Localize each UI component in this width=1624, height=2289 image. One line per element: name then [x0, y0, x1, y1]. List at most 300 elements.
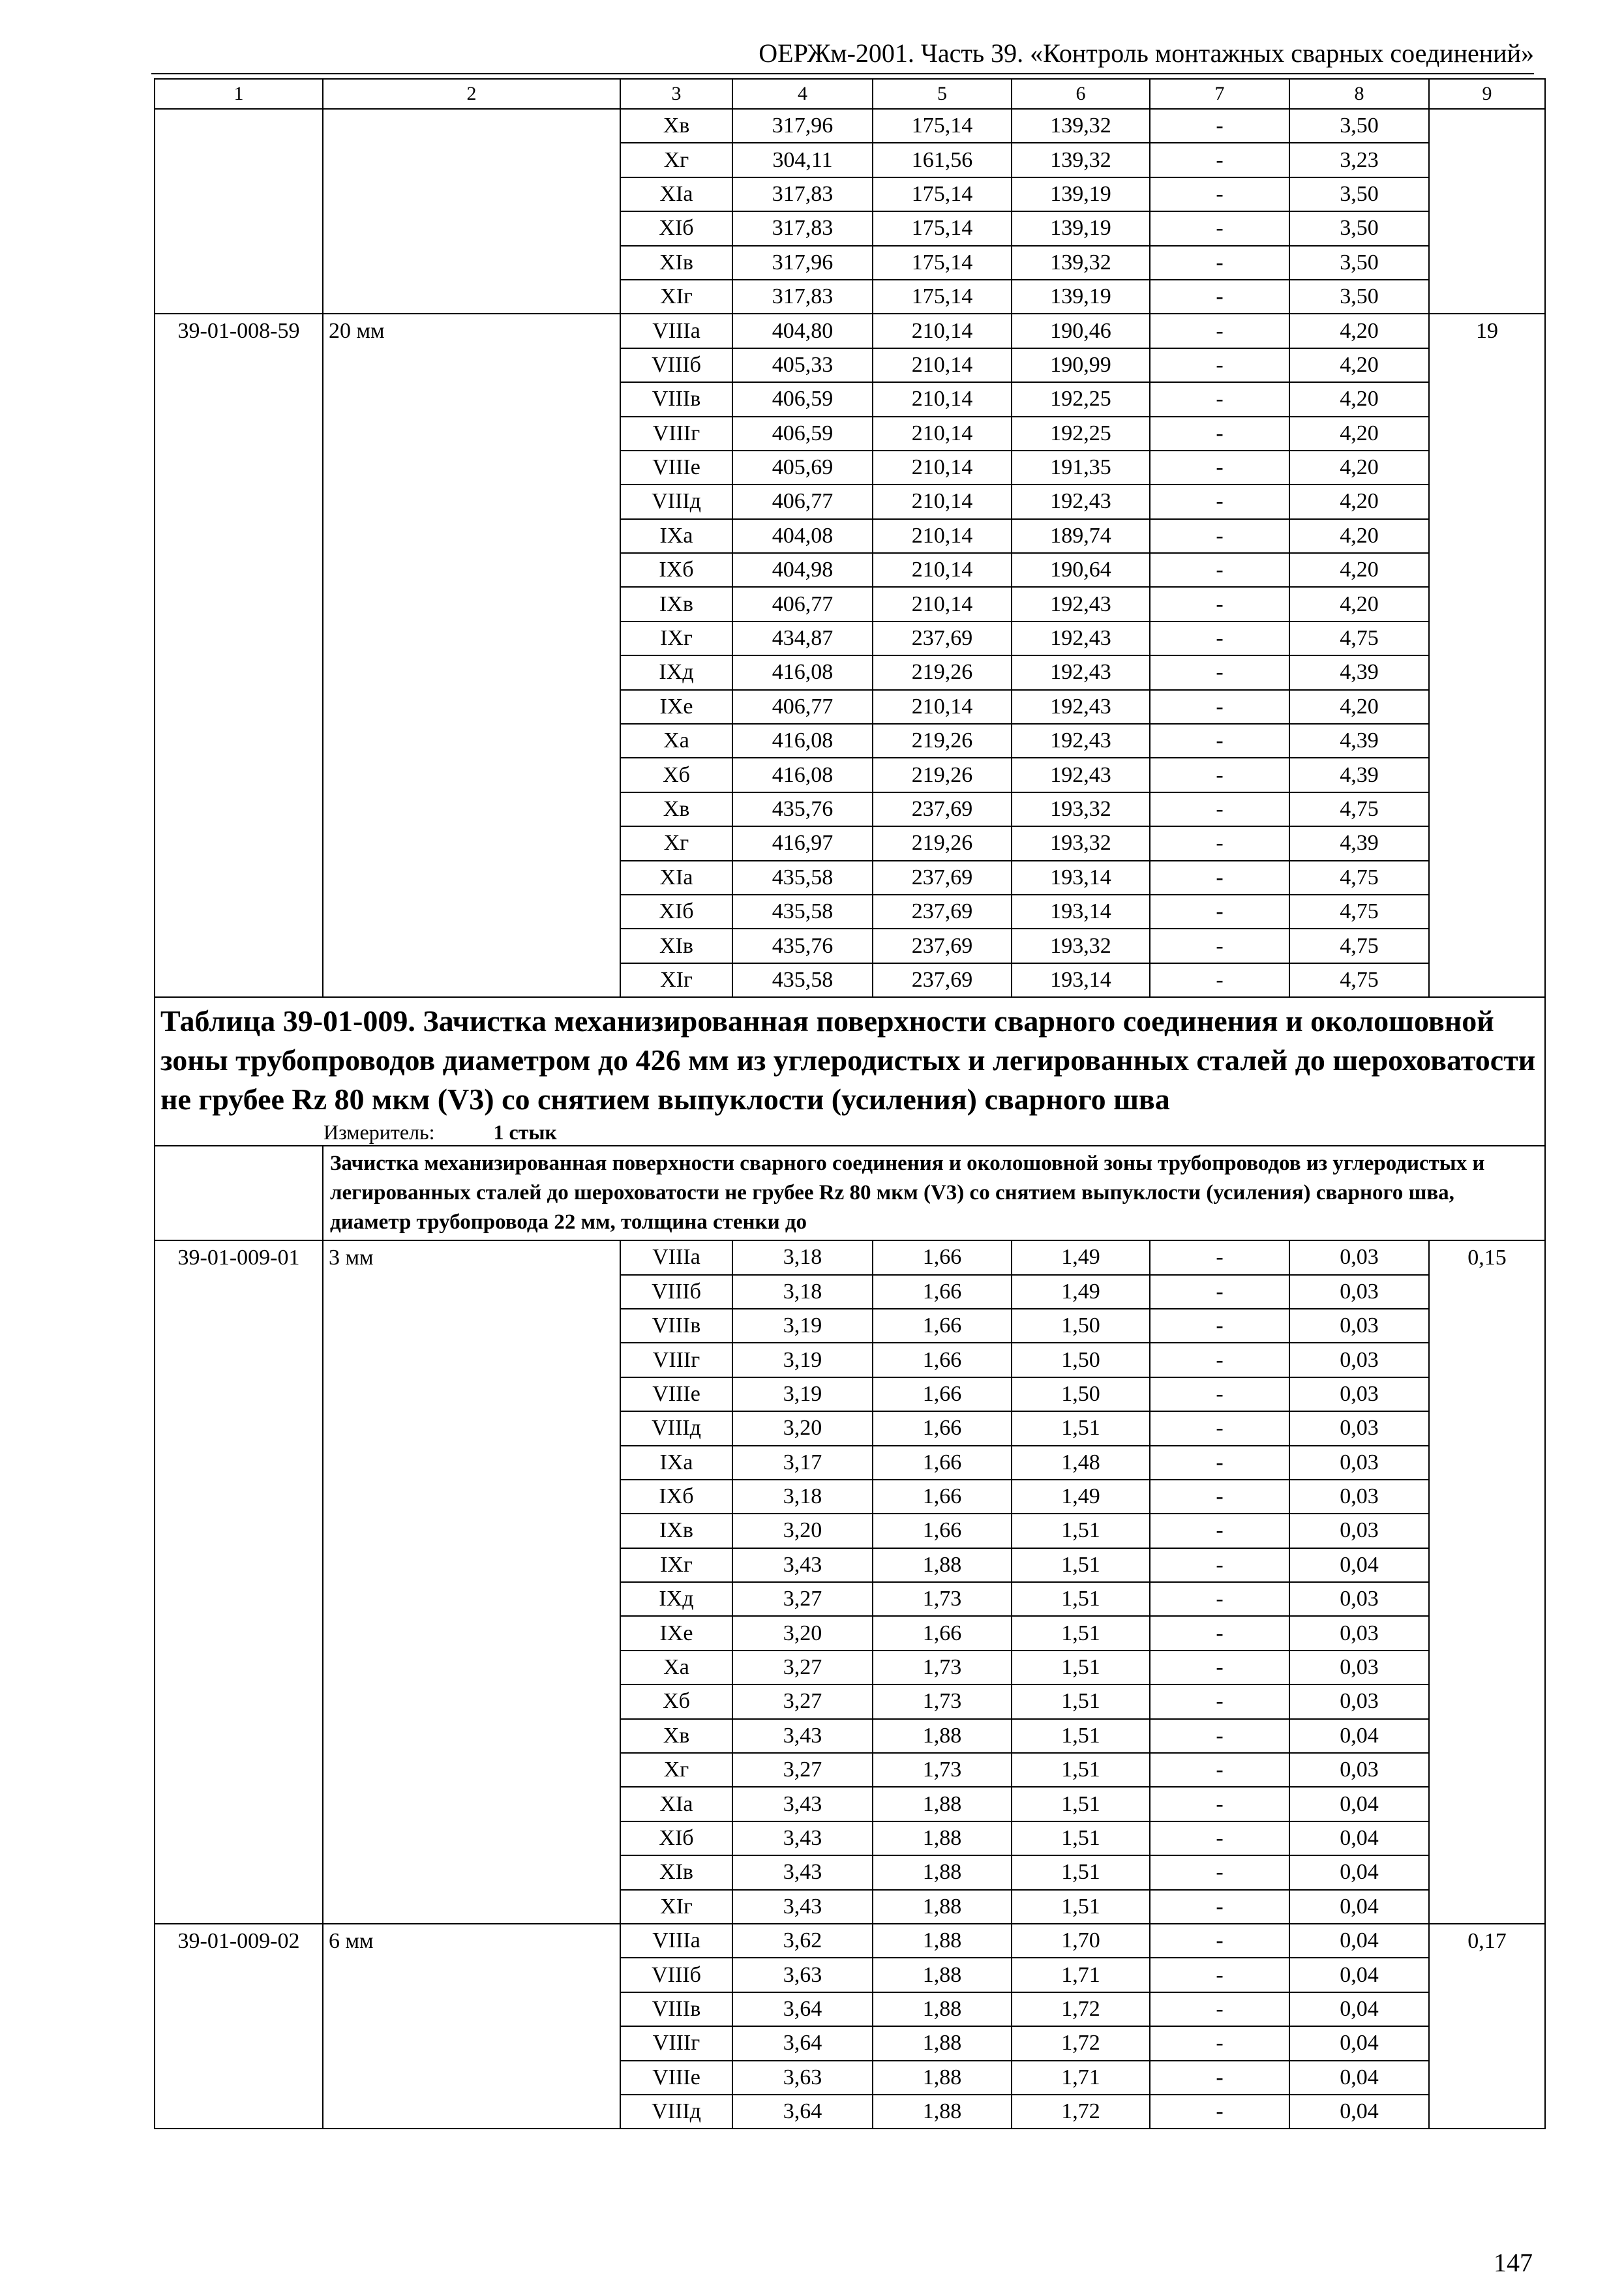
table-cell: - [1150, 1719, 1289, 1753]
table-cell: 189,74 [1012, 519, 1150, 553]
table-cell: 4,75 [1289, 895, 1429, 929]
table-cell: 1,70 [1012, 1924, 1150, 1958]
table-cell: VIIIд [620, 2095, 732, 2129]
table-cell: - [1150, 211, 1289, 245]
table-cell: 219,26 [873, 655, 1012, 689]
table-cell: VIIIб [620, 1275, 732, 1309]
table-cell: 435,76 [732, 929, 873, 963]
table-cell: VIIIв [620, 1309, 732, 1343]
table-cell: 1,88 [873, 1719, 1012, 1753]
table-row [155, 1924, 1545, 1958]
table-cell: 3,43 [732, 1821, 873, 1855]
table-cell: 139,19 [1012, 211, 1150, 245]
table-cell: 139,32 [1012, 143, 1150, 177]
table-cell: 416,97 [732, 826, 873, 860]
table-cell: 1,51 [1012, 1753, 1150, 1787]
table-cell: 190,64 [1012, 553, 1150, 587]
table-cell: - [1150, 2061, 1289, 2095]
table-cell: 1,51 [1012, 1548, 1150, 1582]
table-cell: 4,75 [1289, 861, 1429, 895]
table-cell: VIIIа [620, 1240, 732, 1274]
table-cell: VIIIе [620, 451, 732, 485]
table-cell: - [1150, 1651, 1289, 1684]
table-cell: 1,51 [1012, 1821, 1150, 1855]
table-cell: 0,04 [1289, 1958, 1429, 1992]
table-cell: 1,88 [873, 2026, 1012, 2060]
table-cell: 237,69 [873, 861, 1012, 895]
table-cell: XIг [620, 280, 732, 314]
table-cell: 1,88 [873, 2061, 1012, 2095]
table-cell: 1,66 [873, 1377, 1012, 1411]
table-cell: VIIIд [620, 1411, 732, 1445]
table-cell: IXд [620, 1582, 732, 1616]
header-rule [151, 73, 1534, 74]
table-cell: 1,88 [873, 1890, 1012, 1924]
work-description: Зачистка механизированная поверхности сварного соединения и околошовной зоны трубопроводов из углеродистых и легированных сталей до шероховатости не грубее Rz 80 мкм (V3) со снятием выпуклости (усиления) сварного шва, диаметр трубопровода 22 мм, толщина стенки до [323, 1146, 1545, 1240]
table-cell: 1,66 [873, 1480, 1012, 1514]
table-cell: 3,64 [732, 2095, 873, 2129]
table-cell: 0,03 [1289, 1514, 1429, 1548]
table-cell: 0,04 [1289, 1787, 1429, 1821]
table-cell: 1,51 [1012, 1684, 1150, 1718]
table-cell: 4,20 [1289, 485, 1429, 518]
table-cell: 3,50 [1289, 109, 1429, 143]
table-cell: 0,04 [1289, 1992, 1429, 2026]
table-cell: 4,75 [1289, 621, 1429, 655]
table-cell: 4,20 [1289, 451, 1429, 485]
table-cell: 175,14 [873, 211, 1012, 245]
table-cell: 139,19 [1012, 280, 1150, 314]
table-cell: 3,20 [732, 1616, 873, 1650]
table-cell: VIIIб [620, 1958, 732, 1992]
table-cell: 1,51 [1012, 1651, 1150, 1684]
table-cell: 1,50 [1012, 1309, 1150, 1343]
table-cell: 3,62 [732, 1924, 873, 1958]
table-cell: 1,88 [873, 1548, 1012, 1582]
table-cell: - [1150, 655, 1289, 689]
table-cell: 192,43 [1012, 621, 1150, 655]
wall-thickness: 20 мм [323, 314, 620, 997]
table-cell: 1,73 [873, 1651, 1012, 1684]
table-cell: Xв [620, 792, 732, 826]
table-cell: - [1150, 1753, 1289, 1787]
table-cell: 1,88 [873, 1958, 1012, 1992]
table-cell: 219,26 [873, 758, 1012, 792]
table-cell: 193,14 [1012, 895, 1150, 929]
table-cell: XIб [620, 1821, 732, 1855]
table-cell: 237,69 [873, 895, 1012, 929]
table-cell: 4,39 [1289, 724, 1429, 758]
table-cell: 4,20 [1289, 587, 1429, 621]
table-cell: 4,20 [1289, 553, 1429, 587]
table-row [155, 1240, 1545, 1274]
table-cell: - [1150, 1480, 1289, 1514]
table-cell: - [1150, 2095, 1289, 2129]
table-cell: 1,49 [1012, 1240, 1150, 1274]
table-cell: - [1150, 1275, 1289, 1309]
table-cell: 192,43 [1012, 485, 1150, 518]
item-code [155, 109, 323, 314]
table-cell: - [1150, 246, 1289, 280]
table-cell: Xг [620, 143, 732, 177]
table-cell: - [1150, 1446, 1289, 1480]
table-cell: 0,04 [1289, 2095, 1429, 2129]
table-row [155, 314, 1545, 348]
table-cell: XIв [620, 1855, 732, 1889]
table-cell: 175,14 [873, 177, 1012, 211]
table-cell: - [1150, 1821, 1289, 1855]
table-cell: 3,27 [732, 1684, 873, 1718]
table-cell: 0,03 [1289, 1684, 1429, 1718]
table-cell: 193,14 [1012, 963, 1150, 997]
table-cell: 210,14 [873, 690, 1012, 724]
table-cell: 0,04 [1289, 1924, 1429, 1958]
table-cell: XIг [620, 1890, 732, 1924]
column-number: 2 [323, 79, 620, 109]
table-cell: - [1150, 451, 1289, 485]
table-cell: - [1150, 1787, 1289, 1821]
table-cell: 4,20 [1289, 690, 1429, 724]
table-cell: 1,71 [1012, 2061, 1150, 2095]
column-9-value [1429, 109, 1545, 314]
table-cell: 1,49 [1012, 1480, 1150, 1514]
table-title-cell [155, 997, 1545, 1146]
table-cell: 4,39 [1289, 826, 1429, 860]
table-cell: - [1150, 963, 1289, 997]
table-cell: 1,50 [1012, 1377, 1150, 1411]
measure-value: 1 стык [493, 1120, 557, 1144]
table-cell: 1,50 [1012, 1343, 1150, 1377]
table-cell: 416,08 [732, 758, 873, 792]
table-cell: 3,19 [732, 1343, 873, 1377]
table-cell: Xб [620, 1684, 732, 1718]
table-cell: XIв [620, 246, 732, 280]
item-code: 39-01-008-59 [155, 314, 323, 997]
table-cell: - [1150, 1548, 1289, 1582]
table-cell: - [1150, 1377, 1289, 1411]
table-cell: 219,26 [873, 724, 1012, 758]
table-cell: 3,23 [1289, 143, 1429, 177]
column-number: 7 [1150, 79, 1289, 109]
table-cell: 4,20 [1289, 348, 1429, 382]
table-cell: 3,18 [732, 1480, 873, 1514]
table-cell: 4,75 [1289, 963, 1429, 997]
table-cell: 317,83 [732, 211, 873, 245]
table-cell: Xа [620, 724, 732, 758]
table-cell: 4,20 [1289, 314, 1429, 348]
table-cell: 435,58 [732, 963, 873, 997]
table-cell: 1,51 [1012, 1855, 1150, 1889]
table-cell: 192,25 [1012, 382, 1150, 416]
table-cell: 3,43 [732, 1719, 873, 1753]
table-cell: 1,66 [873, 1411, 1012, 1445]
table-cell: XIа [620, 1787, 732, 1821]
table-cell: 3,50 [1289, 246, 1429, 280]
table-cell: - [1150, 1582, 1289, 1616]
table-cell: - [1150, 1616, 1289, 1650]
table-cell: - [1150, 143, 1289, 177]
table-cell: - [1150, 1992, 1289, 2026]
table-cell: 317,96 [732, 246, 873, 280]
table-cell: 3,27 [732, 1582, 873, 1616]
table-cell: 3,20 [732, 1514, 873, 1548]
table-cell: 210,14 [873, 348, 1012, 382]
table-cell: IXб [620, 1480, 732, 1514]
table-cell: 1,51 [1012, 1582, 1150, 1616]
table-cell: 435,76 [732, 792, 873, 826]
table-cell: 3,19 [732, 1309, 873, 1343]
table-cell: Xг [620, 1753, 732, 1787]
table-cell: 3,63 [732, 1958, 873, 1992]
table-title: Таблица 39-01-009. Зачистка механизированная поверхности сварного соединения и околошовной зоны трубопроводов диаметром до 426 мм из углеродистых и легированных сталей до шероховатости не грубее Rz 80 мкм (V3) со снятием выпуклости (усиления) сварного шва [160, 1004, 1536, 1116]
table-cell: 1,73 [873, 1582, 1012, 1616]
table-cell: VIIIе [620, 2061, 732, 2095]
table-cell: 0,03 [1289, 1275, 1429, 1309]
table-cell: 1,66 [873, 1309, 1012, 1343]
table-cell: VIIIг [620, 2026, 732, 2060]
column-9-value: 0,15 [1429, 1240, 1545, 1924]
item-code: 39-01-009-01 [155, 1240, 323, 1924]
table-cell: 3,63 [732, 2061, 873, 2095]
table-cell: 1,51 [1012, 1890, 1150, 1924]
table-cell: Xв [620, 1719, 732, 1753]
table-cell: 1,51 [1012, 1787, 1150, 1821]
table-cell: IXа [620, 1446, 732, 1480]
table-cell: 139,19 [1012, 177, 1150, 211]
column-number: 6 [1012, 79, 1150, 109]
table-cell: 434,87 [732, 621, 873, 655]
table-cell: VIIIе [620, 1377, 732, 1411]
table-cell: 0,04 [1289, 1548, 1429, 1582]
table-cell: - [1150, 826, 1289, 860]
table-cell: VIIIв [620, 382, 732, 416]
table-cell: 175,14 [873, 280, 1012, 314]
table-cell: 304,11 [732, 143, 873, 177]
table-cell: 3,64 [732, 2026, 873, 2060]
table-cell: IXе [620, 690, 732, 724]
table-cell: 210,14 [873, 519, 1012, 553]
table-cell: - [1150, 758, 1289, 792]
table-cell: 3,50 [1289, 211, 1429, 245]
table-cell: 1,73 [873, 1684, 1012, 1718]
table-cell: 0,03 [1289, 1651, 1429, 1684]
table-cell: - [1150, 2026, 1289, 2060]
table-cell: - [1150, 690, 1289, 724]
table-cell: 0,03 [1289, 1582, 1429, 1616]
table-cell: 435,58 [732, 895, 873, 929]
table-cell: 1,88 [873, 1924, 1012, 1958]
table-cell: 406,77 [732, 690, 873, 724]
table-cell: - [1150, 724, 1289, 758]
table-cell: 404,80 [732, 314, 873, 348]
table-cell: IXа [620, 519, 732, 553]
table-cell: - [1150, 1924, 1289, 1958]
table-cell: 1,73 [873, 1753, 1012, 1787]
table-cell: IXб [620, 553, 732, 587]
table-cell: 3,64 [732, 1992, 873, 2026]
table-cell: VIIIа [620, 1924, 732, 1958]
wall-thickness [323, 109, 620, 314]
table-cell: - [1150, 1684, 1289, 1718]
table-cell: 0,03 [1289, 1240, 1429, 1274]
table-cell: 0,03 [1289, 1753, 1429, 1787]
table-cell: 0,03 [1289, 1616, 1429, 1650]
table-cell: 1,71 [1012, 1958, 1150, 1992]
table-cell: VIIIв [620, 1992, 732, 2026]
table-cell: 4,75 [1289, 792, 1429, 826]
table-cell: 192,25 [1012, 417, 1150, 451]
table-cell: 435,58 [732, 861, 873, 895]
measure-unit [160, 1119, 1539, 1145]
table-cell: 190,46 [1012, 314, 1150, 348]
table-cell: IXв [620, 587, 732, 621]
table-cell: 404,98 [732, 553, 873, 587]
table-cell: 405,69 [732, 451, 873, 485]
table-cell: 3,19 [732, 1377, 873, 1411]
page-number: 147 [1494, 2248, 1533, 2277]
table-cell: 0,03 [1289, 1411, 1429, 1445]
table-cell: XIа [620, 861, 732, 895]
item-code: 39-01-009-02 [155, 1924, 323, 2129]
table-cell: 193,32 [1012, 929, 1150, 963]
column-number: 8 [1289, 79, 1429, 109]
table-cell: IXе [620, 1616, 732, 1650]
table-cell: 139,32 [1012, 109, 1150, 143]
table-cell: 192,43 [1012, 724, 1150, 758]
norms-table [154, 78, 1546, 2129]
table-cell: - [1150, 895, 1289, 929]
table-cell: - [1150, 1514, 1289, 1548]
table-cell: 192,43 [1012, 655, 1150, 689]
table-cell: 4,39 [1289, 655, 1429, 689]
table-cell: 3,43 [732, 1890, 873, 1924]
table-cell: - [1150, 280, 1289, 314]
table-cell: 1,88 [873, 1992, 1012, 2026]
table-cell: XIб [620, 211, 732, 245]
table-cell: 1,66 [873, 1446, 1012, 1480]
table-cell: 210,14 [873, 553, 1012, 587]
table-cell: 1,88 [873, 1855, 1012, 1889]
table-cell: - [1150, 553, 1289, 587]
table-cell: 0,03 [1289, 1309, 1429, 1343]
table-cell: 1,72 [1012, 2026, 1150, 2060]
table-cell: 190,99 [1012, 348, 1150, 382]
table-cell: 416,08 [732, 655, 873, 689]
table-cell: 210,14 [873, 314, 1012, 348]
table-cell: - [1150, 314, 1289, 348]
column-9-value: 0,17 [1429, 1924, 1545, 2129]
table-cell: - [1150, 1343, 1289, 1377]
table-cell: 3,43 [732, 1855, 873, 1889]
table-cell: 219,26 [873, 826, 1012, 860]
table-cell: 237,69 [873, 792, 1012, 826]
table-cell: 0,04 [1289, 1855, 1429, 1889]
table-cell: - [1150, 1890, 1289, 1924]
table-cell: 193,32 [1012, 792, 1150, 826]
table-cell: 3,27 [732, 1753, 873, 1787]
table-cell: 210,14 [873, 451, 1012, 485]
table-cell: 210,14 [873, 382, 1012, 416]
column-number: 1 [155, 79, 323, 109]
table-cell: 192,43 [1012, 690, 1150, 724]
table-cell: 0,04 [1289, 1821, 1429, 1855]
table-cell: 0,04 [1289, 2026, 1429, 2060]
table-cell: IXг [620, 621, 732, 655]
table-cell: 193,32 [1012, 826, 1150, 860]
table-cell: XIа [620, 177, 732, 211]
table-cell: 192,43 [1012, 758, 1150, 792]
table-cell: 1,51 [1012, 1514, 1150, 1548]
table-cell: Xв [620, 109, 732, 143]
table-cell: 416,08 [732, 724, 873, 758]
wall-thickness: 6 мм [323, 1924, 620, 2129]
table-cell: 175,14 [873, 109, 1012, 143]
table-cell: 3,20 [732, 1411, 873, 1445]
table-cell: 317,83 [732, 280, 873, 314]
table-cell: 191,35 [1012, 451, 1150, 485]
table-cell: 406,77 [732, 587, 873, 621]
description-empty-cell [155, 1146, 323, 1240]
table-cell: 0,04 [1289, 1719, 1429, 1753]
table-cell: 1,72 [1012, 1992, 1150, 2026]
table-cell: VIIIб [620, 348, 732, 382]
column-number: 5 [873, 79, 1012, 109]
table-cell: 4,75 [1289, 929, 1429, 963]
table-cell: 1,66 [873, 1343, 1012, 1377]
table-cell: 4,20 [1289, 417, 1429, 451]
table-cell: - [1150, 792, 1289, 826]
table-cell: 1,66 [873, 1616, 1012, 1650]
table-cell: 210,14 [873, 485, 1012, 518]
table-cell: 0,04 [1289, 2061, 1429, 2095]
table-cell: 210,14 [873, 587, 1012, 621]
table-cell: - [1150, 348, 1289, 382]
column-number: 9 [1429, 79, 1545, 109]
column-number-row [155, 79, 1545, 109]
table-cell: 406,59 [732, 417, 873, 451]
table-cell: 0,03 [1289, 1343, 1429, 1377]
table-cell: 0,03 [1289, 1446, 1429, 1480]
table-cell: 3,27 [732, 1651, 873, 1684]
table-cell: 1,51 [1012, 1411, 1150, 1445]
table-cell: 317,96 [732, 109, 873, 143]
table-row [155, 109, 1545, 143]
table-cell: VIIIд [620, 485, 732, 518]
table-cell: - [1150, 929, 1289, 963]
table-cell: - [1150, 177, 1289, 211]
table-cell: 1,88 [873, 2095, 1012, 2129]
table-cell: - [1150, 485, 1289, 518]
table-cell: - [1150, 621, 1289, 655]
table-cell: - [1150, 519, 1289, 553]
table-cell: 1,72 [1012, 2095, 1150, 2129]
table-cell: XIб [620, 895, 732, 929]
table-cell: 0,03 [1289, 1377, 1429, 1411]
table-cell: 3,50 [1289, 177, 1429, 211]
table-cell: - [1150, 1855, 1289, 1889]
table-cell: - [1150, 861, 1289, 895]
table-cell: - [1150, 417, 1289, 451]
table-cell: 1,51 [1012, 1616, 1150, 1650]
table-cell: - [1150, 587, 1289, 621]
table-cell: 1,88 [873, 1787, 1012, 1821]
table-cell: IXг [620, 1548, 732, 1582]
table-cell: IXд [620, 655, 732, 689]
table-cell: 139,32 [1012, 246, 1150, 280]
table-cell: 1,66 [873, 1514, 1012, 1548]
table-cell: 404,08 [732, 519, 873, 553]
table-cell: 1,66 [873, 1275, 1012, 1309]
